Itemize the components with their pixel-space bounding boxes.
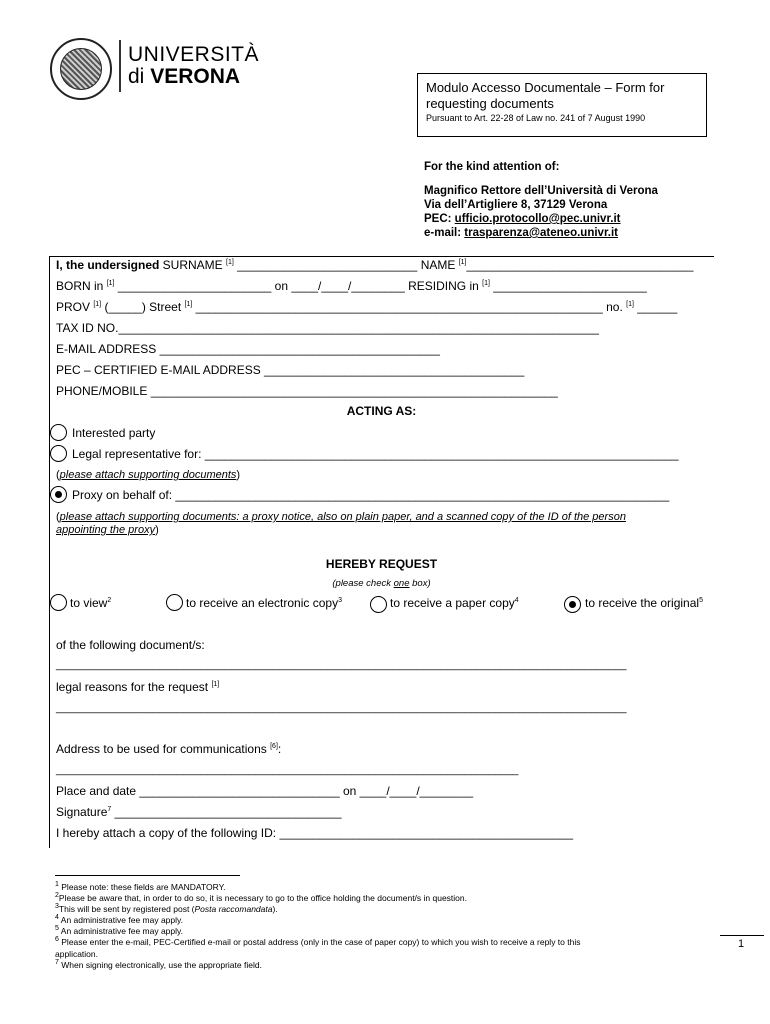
footnote-4: $^4$ An administrative fee may apply. [55,914,184,925]
form-subtitle: Pursuant to Art. 22-28 of Law no. 241 of 7 August 1990 [426,113,646,123]
logo-divider [119,40,121,92]
university-seal-logo [50,38,112,100]
footnote-5: $^5$ An administrative fee may apply. [55,925,184,936]
form-title-box [417,73,707,137]
acting-as-heading: ACTING AS: [346,404,417,418]
original-label: to receive the original$^5$ [585,596,703,610]
electronic-copy-radio[interactable] [166,594,183,611]
footnote-6: $^6$ Please enter the e-mail, PEC-Certified e-mail or postal address (only in the case of paper copy) to which you wish to receive a reply to this [55,936,581,947]
pec-field[interactable]: PEC – CERTIFIED E-MAIL ADDRESS _______________________________________ [56,363,525,377]
legal-reasons-label: legal reasons for the request [1] [56,680,220,694]
view-label: to view$^2$ [70,596,112,610]
electronic-copy-label: to receive an electronic copy$^3$ [186,596,342,610]
attention-heading: For the kind attention of: [424,161,560,173]
proxy-radio-selected[interactable] [50,486,67,503]
legal-representative-radio[interactable] [50,445,67,462]
address-label: Address to be used for communications [6]: [56,742,282,756]
place-date-field[interactable]: Place and date ______________________________ on ____/____/________ [56,784,474,798]
original-radio-selected[interactable] [564,596,581,613]
proxy-note-line2: appointing the proxy) [56,524,159,536]
footnote-3: $^3$This will be sent by registered post (Posta raccomandata). [55,903,278,914]
page-number-rule [720,935,764,936]
form-title: Modulo Accesso Documentale – Form for requesting documents [426,80,665,111]
footnote-1: $^1$ Please note: these fields are MANDATORY. [55,881,226,892]
phone-field[interactable]: PHONE/MOBILE _____________________________________________________________ [56,384,558,398]
documents-label: of the following document/s: [56,638,205,652]
page-number: 1 [738,938,745,950]
recipient-address: Magnifico Rettore dell’Università di Verona Via dell’Artigliere 8, 37129 Verona PEC: ufficio.protocollo@pec.univr.it e-mail: trasparenza@ateneo.univr.it [424,185,658,239]
footnote-separator [55,875,240,876]
request-heading: HEREBY REQUEST [325,557,438,571]
paper-copy-radio[interactable] [370,596,387,613]
interested-party-radio[interactable] [50,424,67,441]
logo-verona-text: di VERONA [128,65,241,88]
paper-copy-label: to receive a paper copy$^4$ [390,596,519,610]
attach-id-field[interactable]: I hereby attach a copy of the following ID: ____________________________________________ [56,826,574,840]
footnote-7: $^7$ When signing electronically, use the appropriate field. [55,959,262,970]
logo-university-text: UNIVERSITÀ [128,43,260,66]
request-hint: (please check one box) [332,578,431,589]
tax-id-field[interactable]: TAX ID NO.________________________________________________________________________ [56,321,599,335]
pec-link[interactable]: ufficio.protocollo@pec.univr.it [454,213,621,225]
footnote-6-cont: application. [55,949,99,959]
address-line[interactable]: _____________________________________________________________________________ [56,764,519,776]
email-link[interactable]: trasparenza@ateneo.univr.it [464,227,618,239]
legal-representative-field[interactable]: Legal representative for: _______________________________________________________________________ [72,447,679,461]
email-field[interactable]: E-MAIL ADDRESS __________________________________________ [56,342,440,356]
form-top-border [49,256,714,257]
legal-rep-note: (please attach supporting documents) [56,469,241,481]
interested-party-label: Interested party [72,426,156,440]
view-radio[interactable] [50,594,67,611]
born-residing-field[interactable]: BORN in [1] _______________________ on ____/____/________ RESIDING in [1] _______________________ [56,279,647,293]
prov-street-field[interactable]: PROV [1] (_____) Street [1] _____________________________________________________________ no. [1] ______ [56,300,678,314]
legal-reasons-line[interactable]: _______________________________________________________________________________________________ [56,702,627,714]
proxy-field[interactable]: Proxy on behalf of: __________________________________________________________________________ [72,488,670,502]
form-left-border [49,256,50,848]
surname-name-field[interactable]: I, the undersigned SURNAME [1] ___________________________ NAME [1]__________________________________ [56,258,694,272]
documents-line[interactable]: _______________________________________________________________________________________________ [56,659,627,671]
footnote-2: $^2$Please be aware that, in order to do so, it is necessary to go to the office holding the document/s in question. [55,892,467,903]
signature-field[interactable]: Signature$^7$ __________________________________ [56,805,342,819]
proxy-note-line1: (please attach supporting documents: a proxy notice, also on plain paper, and a scanned copy of the ID of the person [56,511,626,523]
